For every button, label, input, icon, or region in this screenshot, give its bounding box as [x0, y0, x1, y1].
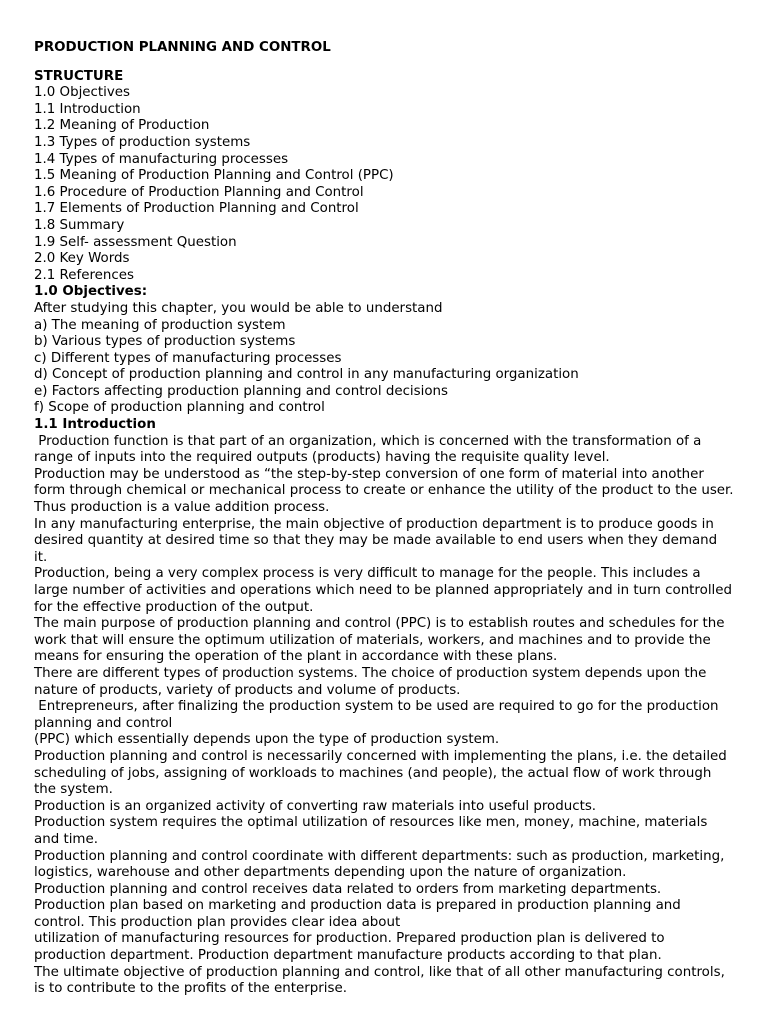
objective-item: b) Various types of production systems: [34, 334, 296, 350]
objective-item: d) Concept of production planning and control in any manufacturing organization: [34, 367, 579, 383]
objective-item: f) Scope of production planning and control: [34, 400, 325, 416]
structure-item: 1.3 Types of production systems: [34, 134, 251, 150]
structure-item: 1.6 Procedure of Production Planning and Control: [34, 184, 364, 200]
introduction-paragraph: The ultimate objective of production planning and control, like that of all other manufacturing controls, is to contribute to the profits of the enterprise.: [34, 964, 730, 997]
structure-item: 1.2 Meaning of Production: [34, 118, 210, 134]
introduction-paragraph: Production system requires the optimal utilization of resources like men, money, machine, materials and time.: [34, 815, 712, 847]
structure-item: 1.7 Elements of Production Planning and Control: [34, 201, 359, 217]
introduction-paragraph: Production planning and control receives data related to orders from marketing departments.: [34, 881, 662, 897]
structure-item: 1.1 Introduction: [34, 101, 141, 117]
introduction-paragraph: In any manufacturing enterprise, the main objective of production department is to produce goods in desired quantity at desired time so that they may be made available to end users when they demand it.: [34, 516, 722, 565]
introduction-paragraph: Entrepreneurs, after finalizing the production system to be used are required to go for the production planning and control: [34, 699, 723, 731]
structure-item: 1.8 Summary: [34, 217, 125, 233]
introduction-paragraph: Production planning and control is necessarily concerned with implementing the plans, i.e. the detailed scheduling of jobs, assigning of workloads to machines (and people), the actual flow of work through the system.: [34, 748, 732, 798]
objective-item: e) Factors affecting production planning and control decisions: [34, 383, 449, 399]
structure-item: 1.0 Objectives: [34, 85, 131, 101]
structure-item: 2.0 Key Words: [34, 251, 130, 267]
structure-item: 2.1 References: [34, 267, 134, 283]
introduction-heading: 1.1 Introduction: [34, 417, 156, 433]
introduction-paragraph: There are different types of production systems. The choice of production system depends upon the nature of products, variety of products and volume of products.: [34, 665, 711, 698]
objectives-intro: After studying this chapter, you would be able to understand: [34, 300, 443, 316]
introduction-body: [34, 433, 738, 998]
structure-item: 1.4 Types of manufacturing processes: [34, 151, 289, 167]
introduction-paragraph: Production, being a very complex process is very difficult to manage for the people. This includes a large number of activities and operations which need to be planned appropriately and in turn controlled for the effective production of the output.: [34, 566, 737, 615]
objectives-list: [34, 318, 734, 418]
objective-item: a) The meaning of production system: [34, 317, 286, 333]
document-page: [34, 40, 738, 998]
introduction-paragraph: (PPC) which essentially depends upon the type of production system.: [34, 732, 500, 748]
objectives-heading: 1.0 Objectives:: [34, 284, 148, 300]
structure-list: [34, 85, 734, 284]
introduction-paragraph: Production planning and control coordinate with different departments: such as production, marketing, logistics, warehouse and other departments depending upon the nature of organization.: [34, 848, 729, 881]
introduction-paragraph: utilization of manufacturing resources for production. Prepared production plan is delivered to production department. Production department manufacture products according to that plan.: [34, 931, 669, 964]
introduction-paragraph: Production plan based on marketing and production data is prepared in production planning and control. This production plan provides clear idea about: [34, 898, 686, 930]
introduction-paragraph: Production function is that part of an organization, which is concerned with the transformation of a range of inputs into the required outputs (products) having the requisite quality level.: [34, 433, 706, 466]
introduction-paragraph: Production may be understood as “the step-by-step conversion of one form of material into another form through chemical or mechanical process to create or enhance the utility of the product to the user. Thus production is a value addition process.: [34, 466, 738, 516]
structure-item: 1.9 Self- assessment Question: [34, 234, 237, 250]
introduction-paragraph: The main purpose of production planning and control (PPC) is to establish routes and schedules for the work that will ensure the optimum utilization of materials, workers, and machines and to provide the means for ensuring the operation of the plant in accordance with these plans.: [34, 616, 729, 665]
structure-item: 1.5 Meaning of Production Planning and Control (PPC): [34, 168, 394, 184]
document-title: PRODUCTION PLANNING AND CONTROL: [34, 40, 331, 55]
objective-item: c) Different types of manufacturing processes: [34, 350, 342, 366]
structure-label: STRUCTURE: [34, 68, 124, 84]
introduction-paragraph: Production is an organized activity of converting raw materials into useful products.: [34, 798, 597, 814]
